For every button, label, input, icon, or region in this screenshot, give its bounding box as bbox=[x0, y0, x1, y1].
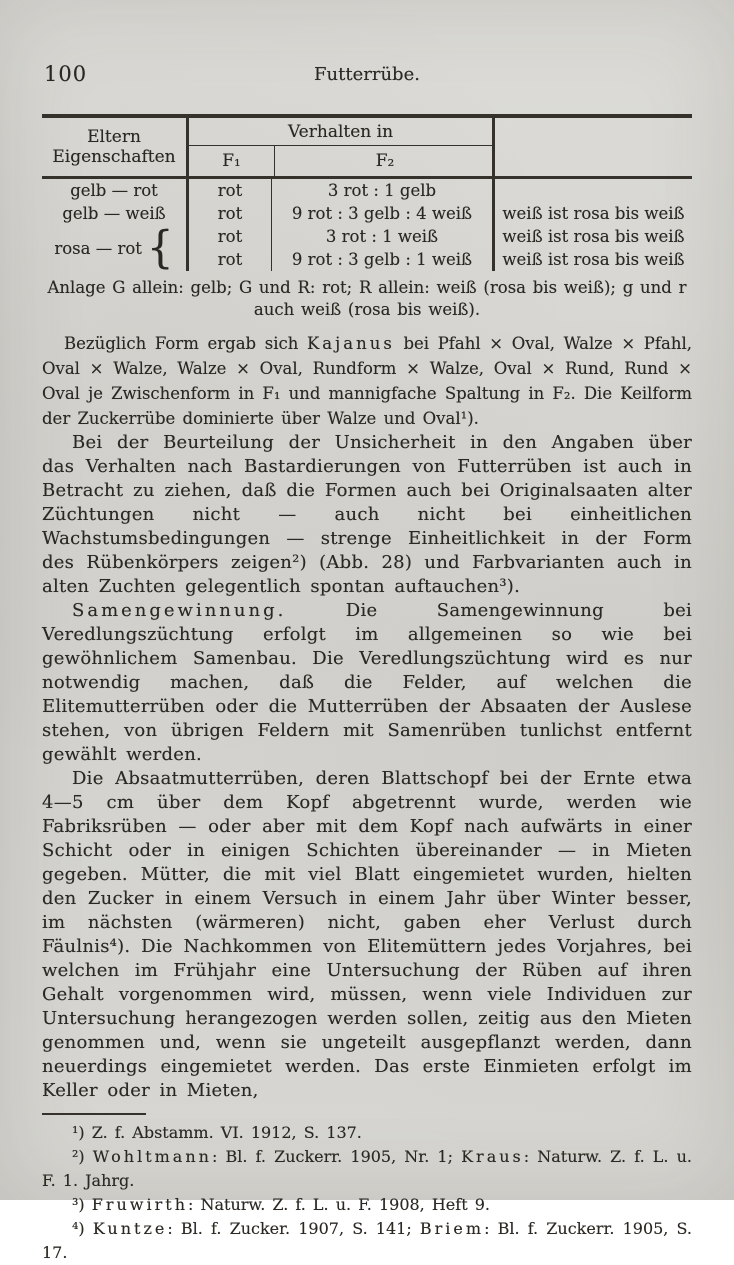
paragraph-seed bbox=[42, 599, 692, 767]
footnote-author: Briem bbox=[419, 1219, 485, 1238]
merged-parents-label: rosa — rot bbox=[54, 238, 142, 258]
cell-f2: 3 rot : 1 gelb bbox=[271, 179, 492, 202]
paragraph-storage: Die Absaatmutterrüben, deren Blattschopf bei der Ernte etwa 4—5 cm über dem Kopf abgetrennt wurde, werden wie Fabriksrüben — oder aber mit dem Kopf nach aufwärts in einer Schicht oder in einigen Schichten übereinander — in Mieten gegeben. Mütter, die mit viel Blatt eingemietet wurden, hielten den Zucker in einem Versuch in einem Jahr über Winter besser, im nächsten (wärmeren) nicht, gaben eher Verlust durch Fäulnis⁴). Die Nachkommen von Elitemüttern jedes Vorjahres, bei welchen im Frühjahr eine Untersuchung der Rüben auf ihren Gehalt vorgenommen wird, müssen, wenn viele Individuen zur Untersuchung herangezogen werden sollen, zeitig aus den Mieten genommen und, wenn sie ungeteilt ausgepflanzt werden, dann neuerdings eingemietet werden. Das erste Einmieten erfolgt im Keller oder in Mieten, bbox=[42, 768, 692, 1101]
footnote-2 bbox=[42, 1145, 692, 1193]
cell-parents-merged bbox=[42, 221, 186, 274]
seed-post: Die Samengewinnung bei Veredlungszüchtung erfolgt im allgemeinen so wie bei gewöhnlichem Samenbau. Die Veredlungszüchtung wird es nur notwendig machen, daß die Felder, auf welchen die Elitemutterrüben oder die Mutterrüben der Absaaten der Auslese stehen, von übrigen Feldern mit Samenrüben tunlichst entfernt gewählt werden. bbox=[42, 600, 692, 765]
header-verhalten-label: Verhalten in bbox=[189, 118, 492, 146]
footnote-text: : Bl. f. Zuckerr. 1905, Nr. 1; bbox=[211, 1147, 462, 1166]
running-head bbox=[42, 60, 692, 88]
cell-f2: 9 rot : 3 gelb : 1 weiß bbox=[271, 248, 492, 271]
cell-note: weiß ist rosa bis weiß bbox=[492, 202, 692, 225]
header-f2-label: F₂ bbox=[274, 146, 495, 176]
cell-f1: rot bbox=[186, 202, 271, 225]
table-body bbox=[42, 179, 692, 274]
header-parents bbox=[42, 118, 186, 176]
table-caption: Anlage G allein: gelb; G und R: rot; R allein: weiß (rosa bis weiß); g und r auch weiß (rosa bis weiß). bbox=[47, 278, 687, 319]
header-verhalten-group bbox=[186, 118, 492, 176]
page-number: 100 bbox=[44, 62, 88, 86]
cell-note bbox=[492, 179, 692, 202]
cell-note: weiß ist rosa bis weiß bbox=[492, 225, 692, 248]
cell-f1: rot bbox=[186, 225, 271, 248]
footnote-marker: ³) bbox=[72, 1195, 85, 1214]
running-title: Futterrübe. bbox=[314, 64, 420, 85]
footnote-lead bbox=[85, 1147, 93, 1166]
footnote-text: : Naturw. Z. f. L. u. F. 1. Jahrg. bbox=[42, 1147, 692, 1190]
cell-f2: 9 rot : 3 gelb : 4 weiß bbox=[271, 202, 492, 225]
header-note-column bbox=[492, 118, 692, 176]
footnote-author: Wohltmann bbox=[92, 1147, 212, 1166]
paragraph-uncertainty: Bei der Beurteilung der Unsicherheit in den Angaben über das Verhalten nach Bastardierungen von Futterrüben ist auch in Betracht zu ziehen, daß die Formen auch bei Originalsaaten alter Züchtungen nicht — auch nicht bei einheitlichen Wachstumsbedingungen — strenge Einheitlichkeit in der Form des Rübenkörpers zeigen²) (Abb. 28) und Farbvarianten auch in alten Zuchten gelegentlich spontan auftauchen³). bbox=[42, 432, 692, 597]
form-pre: Bezüglich Form ergab sich bbox=[64, 334, 307, 353]
header-f1-label: F₁ bbox=[222, 151, 241, 171]
footnote-text: : Naturw. Z. f. L. u. F. 1908, Heft 9. bbox=[188, 1195, 490, 1214]
cell-f1: rot bbox=[186, 248, 271, 271]
cell-parents: gelb — rot bbox=[70, 181, 158, 200]
footnote-text: : Bl. f. Zuckerr. 1905, S. 17. bbox=[42, 1219, 693, 1262]
header-generations bbox=[189, 146, 492, 176]
footnote-text: : Bl. f. Zucker. 1907, S. 141; bbox=[167, 1219, 420, 1238]
footnote-lead bbox=[85, 1219, 93, 1238]
table-header bbox=[42, 118, 692, 176]
footnote-text: Z. f. Abstamm. VI. 1912, S. 137. bbox=[84, 1123, 362, 1142]
header-parents-line2: Eigenschaften bbox=[52, 147, 176, 167]
footnote-marker: ²) bbox=[72, 1147, 85, 1166]
genetics-table bbox=[42, 114, 692, 274]
row-brace: { bbox=[146, 221, 174, 274]
footnote-author: Kraus bbox=[461, 1147, 524, 1166]
cell-f2: 3 rot : 1 weiß bbox=[271, 225, 492, 248]
footnotes bbox=[42, 1121, 692, 1265]
footnote-marker: ¹) bbox=[72, 1123, 85, 1142]
form-post: bei Pfahl × Oval, Walze × Pfahl, Oval × Walze, Walze × Oval, Rundform × Walze, Oval × Rund, Rund × Oval je Zwischenform in F₁ und mannigfache Spaltung in F₂. Die Keilform der Zuckerrübe dominierte über Walze und Oval¹). bbox=[42, 334, 692, 428]
footnote-1 bbox=[42, 1121, 692, 1145]
footnote-3 bbox=[42, 1193, 692, 1217]
paragraph-form bbox=[42, 331, 692, 431]
footnote-author: Kuntze bbox=[92, 1219, 168, 1238]
footnote-marker: ⁴) bbox=[72, 1219, 85, 1238]
cell-f1: rot bbox=[186, 179, 271, 202]
header-parents-line1: Eltern bbox=[87, 127, 141, 147]
footnote-lead bbox=[85, 1195, 92, 1214]
footnote-4 bbox=[42, 1217, 692, 1265]
cell-note: weiß ist rosa bis weiß bbox=[492, 248, 692, 271]
seed-spaced-term: Samengewinnung. bbox=[72, 600, 287, 621]
cell-parents: gelb — weiß bbox=[62, 204, 166, 223]
footnote-author: Fruwirth bbox=[91, 1195, 188, 1214]
form-spaced-name: Kajanus bbox=[306, 334, 395, 353]
footnote-rule bbox=[42, 1113, 146, 1115]
